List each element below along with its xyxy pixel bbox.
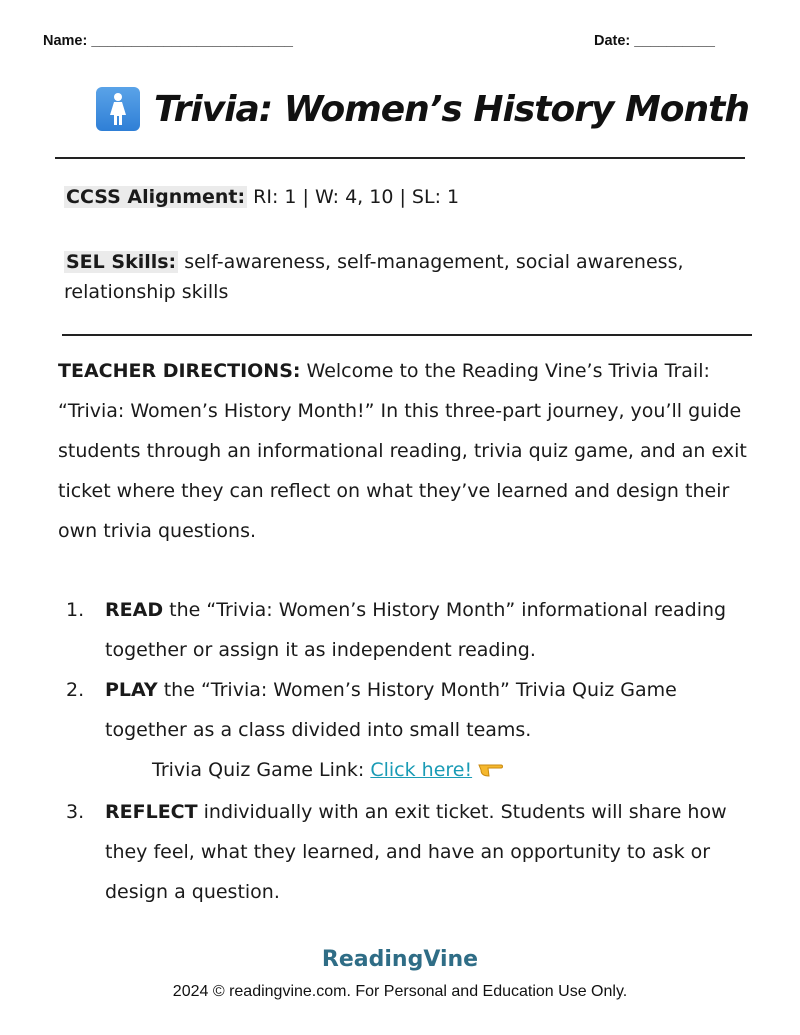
directions-text: Welcome to the Reading Vine’s Trivia Trail: “Trivia: Women’s History Month!” In this three-part journey, you’ll guide students through an informational reading, trivia quiz game, and an exit ticket where they can reflect on what they’ve learned and design their own trivia questions. — [58, 360, 747, 542]
divider — [62, 334, 752, 336]
woman-icon — [96, 87, 140, 131]
pointing-hand-icon — [478, 752, 504, 792]
steps-list — [58, 590, 758, 912]
step-text: the “Trivia: Women’s History Month” Trivia Quiz Game together as a class divided into small teams. — [105, 679, 677, 741]
ccss-value: RI: 1 | W: 4, 10 | SL: 1 — [247, 186, 460, 208]
step-number: 2. — [66, 679, 85, 701]
ccss-label: CCSS Alignment: — [66, 186, 246, 208]
step-text: the “Trivia: Women’s History Month” informational reading together or assign it as independent reading. — [105, 599, 727, 661]
step-number: 3. — [66, 801, 85, 823]
list-item — [58, 670, 758, 750]
sel-label: SEL Skills: — [66, 251, 177, 273]
quiz-link[interactable]: Click here! — [370, 759, 473, 781]
brand-logo: ReadingVine — [321, 947, 479, 972]
quiz-link-line — [58, 750, 758, 792]
page-title-row — [96, 84, 749, 134]
teacher-directions — [58, 351, 758, 551]
sel-skills — [64, 247, 744, 307]
sel-value: self-awareness, self-management, social awareness, relationship skills — [64, 251, 684, 303]
list-item — [58, 792, 758, 912]
list-item — [58, 590, 758, 670]
page-title: Trivia: Women’s History Month — [154, 88, 750, 130]
directions-label: TEACHER DIRECTIONS: — [58, 360, 301, 382]
divider — [55, 157, 745, 159]
name-field-label: Name: _________________________ — [43, 33, 293, 49]
step-verb: PLAY — [105, 679, 158, 701]
step-number: 1. — [66, 599, 85, 621]
step-text: individually with an exit ticket. Students will share how they feel, what they learned, and have an opportunity to ask or design a question. — [105, 801, 727, 903]
copyright-notice: 2024 © readingvine.com. For Personal and Education Use Only. — [172, 983, 628, 1000]
quiz-link-label: Trivia Quiz Game Link: — [152, 759, 371, 781]
ccss-alignment — [64, 186, 459, 208]
step-verb: REFLECT — [105, 801, 198, 823]
date-field-label: Date: __________ — [594, 33, 715, 49]
step-verb: READ — [105, 599, 164, 621]
